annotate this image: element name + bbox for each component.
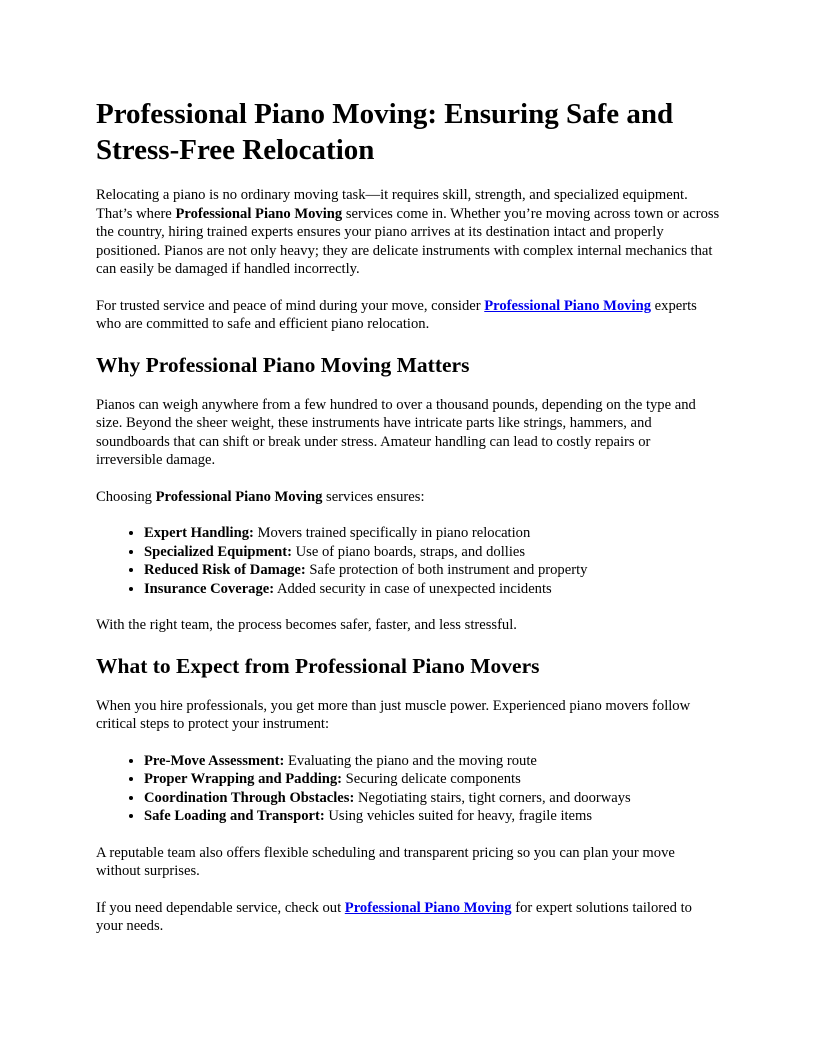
intro-text-rest: services come in. Whether you’re moving across town or across the country, hiring trained experts ensures your piano arrives at its destination intact and properly positioned. Pianos are not only heavy; they are delicate instruments with complex internal mechanics that can easily be damaged if handled incorrectly.	[96, 205, 720, 277]
list-item: • Proper Wrapping and Padding: Securing delicate components	[144, 770, 720, 789]
steps-list	[96, 752, 720, 826]
choosing-text-rest: services ensures:	[322, 488, 425, 505]
list-item: • Safe Loading and Transport: Using vehicles suited for heavy, fragile items	[144, 807, 720, 826]
list-item: • Specialized Equipment: Use of piano boards, straps, and dollies	[144, 543, 720, 562]
intro-paragraph	[96, 186, 720, 279]
list-item: • Insurance Coverage: Added security in case of unexpected incidents	[144, 580, 720, 599]
list-item: • Pre-Move Assessment: Evaluating the piano and the moving route	[144, 752, 720, 771]
section-heading-expect: What to Expect from Professional Piano Movers	[96, 653, 540, 678]
dependable-text-rest: for expert solutions tailored to your needs.	[96, 899, 692, 934]
page-title: Professional Piano Moving: Ensuring Safe and Stress-Free Relocation	[96, 98, 674, 166]
trusted-text-rest: experts who are committed to safe and efficient piano relocation.	[96, 297, 697, 332]
list-item: • Expert Handling: Movers trained specifically in piano relocation	[144, 524, 720, 543]
choosing-text: Choosing	[96, 488, 156, 505]
why-paragraph: Pianos can weigh anywhere from a few hundred to over a thousand pounds, depending on the type and size. Beyond the sheer weight, these instruments have intricate parts like strings, hammers, and soundboards that can shift or break under stress. Amateur handling can lead to costly repairs or irreversible damage.	[96, 396, 696, 468]
list-item: • Coordination Through Obstacles: Negotiating stairs, tight corners, and doorways	[144, 789, 720, 808]
professional-piano-moving-link-2[interactable]: Professional Piano Moving	[344, 899, 512, 916]
dependable-text: If you need dependable service, check out	[96, 899, 345, 916]
trusted-text: For trusted service and peace of mind during your move, consider	[96, 297, 485, 314]
benefits-list	[96, 524, 720, 598]
reputable-paragraph: A reputable team also offers flexible scheduling and transparent pricing so you can plan your move without surprises.	[96, 844, 675, 879]
hire-paragraph: When you hire professionals, you get more than just muscle power. Experienced piano movers follow critical steps to protect your instrument:	[96, 697, 691, 732]
intro-text: Relocating a piano is no ordinary moving task—it requires skill, strength, and specialized equipment. That’s where	[96, 187, 688, 222]
trusted-paragraph	[96, 297, 720, 334]
right-team-paragraph: With the right team, the process becomes safer, faster, and less stressful.	[96, 617, 517, 633]
document-page	[96, 96, 720, 954]
choosing-paragraph	[96, 488, 720, 507]
choosing-bold: Professional Piano Moving	[155, 488, 323, 505]
section-heading-why: Why Professional Piano Moving Matters	[96, 352, 470, 377]
list-item: • Reduced Risk of Damage: Safe protection of both instrument and property	[144, 561, 720, 580]
dependable-paragraph	[96, 899, 720, 936]
intro-bold: Professional Piano Moving	[175, 205, 343, 222]
professional-piano-moving-link[interactable]: Professional Piano Moving	[484, 297, 652, 314]
